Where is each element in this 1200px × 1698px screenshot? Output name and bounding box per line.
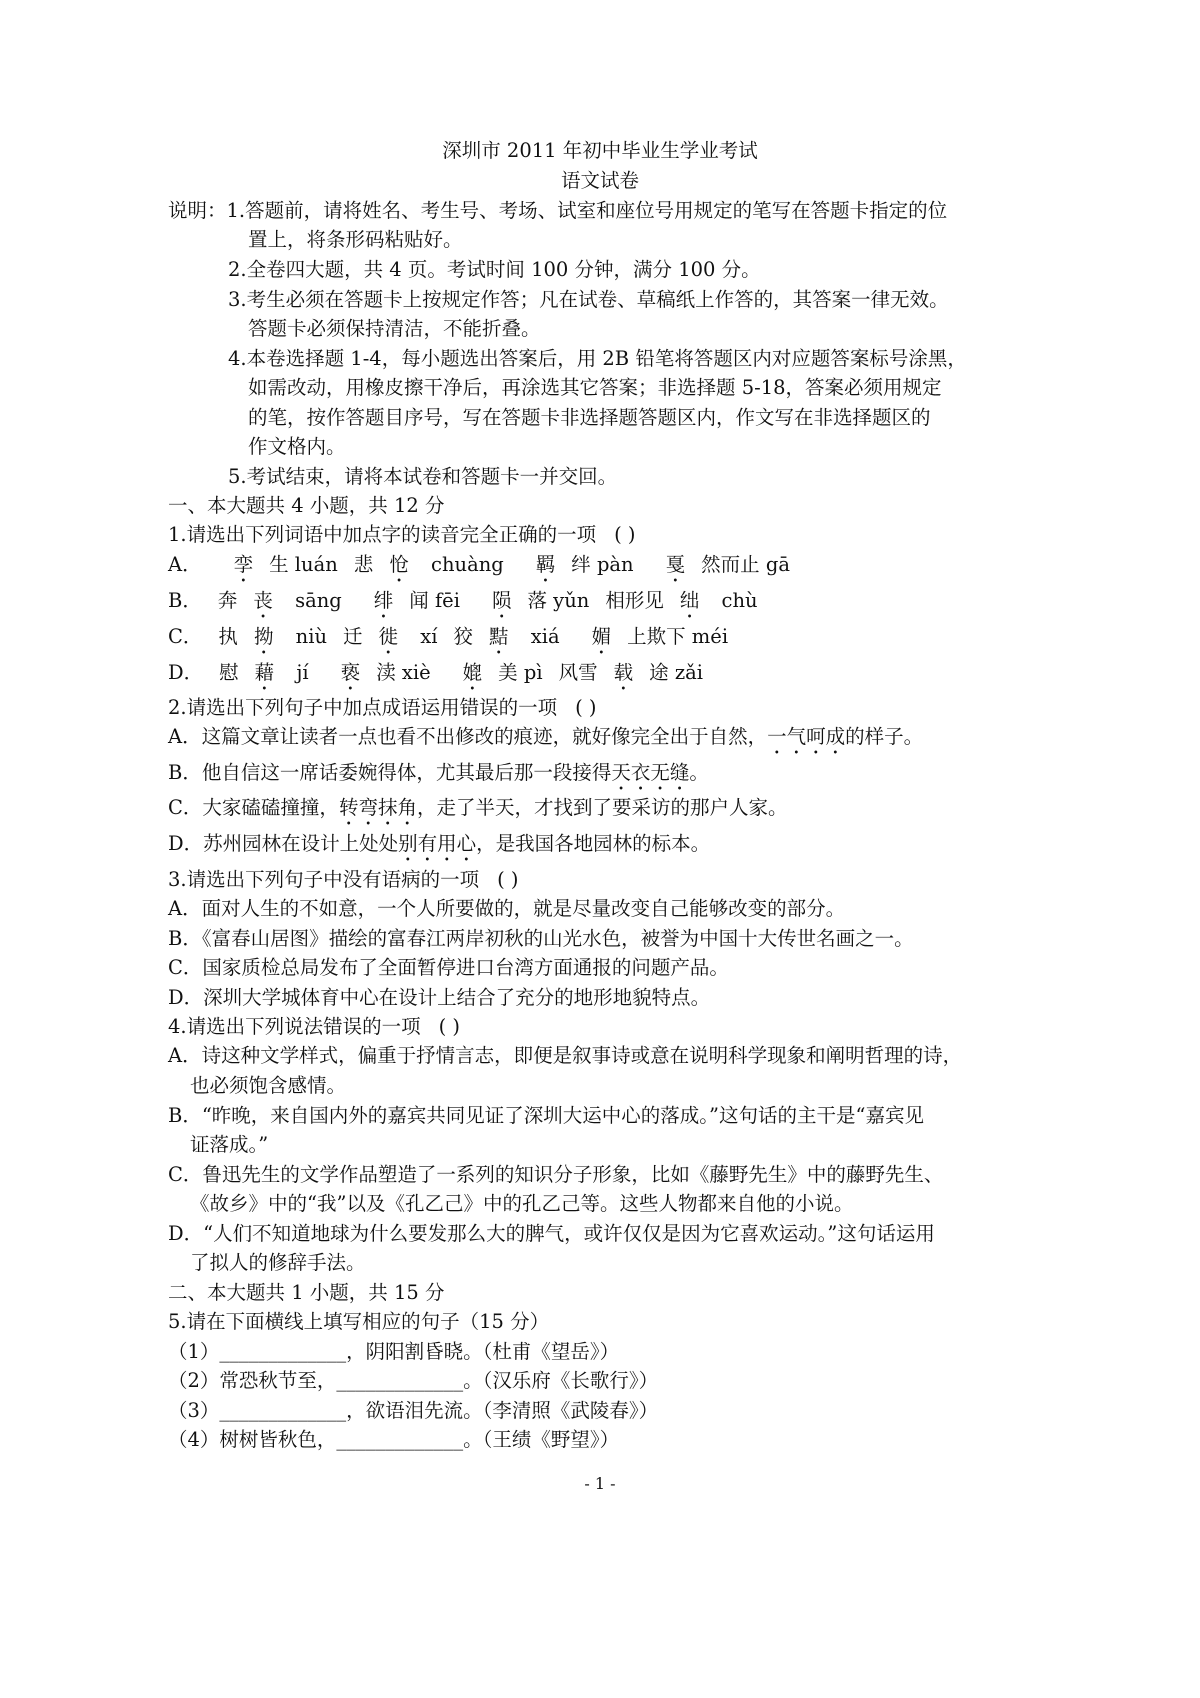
exam-subtitle: 语文试卷 [560,169,639,192]
q4-answer-paren: ( ) [438,1015,461,1038]
section-1-heading: 一、本大题共 4 小题，共 12 分 [168,494,445,517]
instruction-4b: 如需改动，用橡皮擦干净后，再涂选其它答案；非选择题 5-18，答案必须用规定 [248,376,942,399]
option-label: D． [168,661,204,684]
q5-blank-1[interactable]: （1）_____________，阴阳割昏晓。（杜甫《望岳》） [168,1340,620,1363]
q3-stem [168,868,519,892]
q1-b-word-1: 奔 丧 sāng [217,589,342,612]
q3-option-c: C．国家质检总局发布了全面暂停进口台湾方面通报的问题产品。 [168,956,729,979]
instruction-4d: 作文格内。 [248,435,346,458]
q3-stem-text: 3.请选出下列句子中没有语病的一项 [168,868,480,891]
q1-c-word-1: 执 拗 niù [218,625,328,648]
dotted-idiom: 别有用心 [398,832,477,855]
instructions-label: 说明： [168,199,227,222]
q4-option-a-line-1: A．诗这种文学样式，偏重于抒情言志，即便是叙事诗或意在说明科学现象和阐明哲理的诗， [168,1044,963,1067]
q4-stem [168,1015,460,1039]
instruction-4a: 4.本卷选择题 1-4，每小题选出答案后，用 2B 铅笔将答题区内对应题答案标号涂黑， [228,347,967,370]
q1-a-word-1: 孪 生 luán [233,553,338,576]
q4-stem-text: 4.请选出下列说法错误的一项 [168,1015,421,1038]
q3-option-a: A．面对人生的不如意，一个人所要做的，就是尽量改变自己能够改变的部分。 [168,897,846,920]
q3-option-b: B．《富春山居图》描绘的富春江两岸初秋的山光水色，被誉为中国十大传世名画之一。 [168,927,914,950]
q1-stem-text: 1.请选出下列词语中加点字的读音完全正确的一项 [168,523,597,546]
q1-b-word-3: 陨 落 yǔn [491,589,590,612]
instruction-2: 2.全卷四大题，共 4 页。考试时间 100 分钟，满分 100 分。 [228,258,761,281]
instructions-line-1 [168,199,947,223]
dotted-idiom: 转弯抹角 [338,796,417,819]
q4-option-c-line-1: C．鲁迅先生的文学作品塑造了一系列的知识分子形象，比如《藤野先生》中的藤野先生、 [168,1163,944,1186]
q1-d-word-3: 媲 美 pì [462,661,543,684]
q4-option-c-line-2: 《故乡》中的“我”以及《孔乙己》中的孔乙己等。这些人物都来自他的小说。 [190,1192,854,1215]
dotted-idiom: 一气呵成 [767,725,846,748]
q5-blank-4[interactable]: （4）树树皆秋色，_____________。（王绩《野望》） [168,1428,620,1451]
dotted-idiom: 天衣无缝 [611,761,690,784]
section-2-heading: 二、本大题共 1 小题，共 15 分 [168,1281,445,1304]
q1-option-c [168,625,728,659]
q1-a-word-3: 羁 绊 pàn [535,553,634,576]
instruction-5: 5.考试结束，请将本试卷和答题卡一并交回。 [228,465,618,488]
q1-c-word-2: 迁 徙 xí [343,625,438,648]
q2-answer-paren: ( ) [575,696,597,719]
q2-option-d: D．苏州园林在设计上处处别有用心，是我国各地园林的标本。 [168,832,711,855]
exam-title: 深圳市 2011 年初中毕业生学业考试 [442,139,758,162]
q1-c-word-4: 媚 上欺下 méi [591,625,729,648]
q1-a-word-4: 戛 然而止 gā [665,553,790,576]
instruction-3a: 3.考生必须在答题卡上按规定作答；凡在试卷、草稿纸上作答的，其答案一律无效。 [228,288,949,311]
q2-stem-text: 2.请选出下列句子中加点成语运用错误的一项 [168,696,558,719]
q2-option-c: C．大家磕磕撞撞，转弯抹角，走了半天，才找到了要采访的那户人家。 [168,796,788,819]
q5-blank-3[interactable]: （3）_____________，欲语泪先流。（李清照《武陵春》） [168,1399,659,1422]
q1-b-word-2: 绯 闻 fēi [373,589,460,612]
q5-stem: 5.请在下面横线上填写相应的句子（15 分） [168,1310,550,1333]
q4-option-b-line-1: B．“昨晚，来自国内外的嘉宾共同见证了深圳大运中心的落成。”这句话的主干是“嘉宾见 [168,1104,924,1127]
q1-d-word-1: 慰 藉 jí [219,661,309,684]
q1-option-a [168,553,790,587]
page-number: - 1 - [584,1474,616,1493]
instruction-1a: 1.答题前，请将姓名、考生号、考场、试室和座位号用规定的笔写在答题卡指定的位 [226,199,948,222]
q2-option-b: B．他自信这一席话委婉得体，尤其最后那一段接得天衣无缝。 [168,761,709,784]
q1-stem [168,523,636,547]
q4-option-b-line-2: 证落成。” [190,1133,269,1156]
q4-option-d-line-1: D．“人们不知道地球为什么要发那么大的脾气，或许仅仅是因为它喜欢运动。”这句话运用 [168,1222,935,1245]
q5-blank-2[interactable]: （2）常恐秋节至，_____________。（汉乐府《长歌行》） [168,1369,659,1392]
q1-option-d [168,661,703,695]
q2-stem [168,696,597,720]
q3-answer-paren: ( ) [497,868,519,891]
q1-d-word-2: 亵 渎 xiè [340,661,431,684]
instruction-4c: 的笔，按作答题目序号，写在答题卡非选择题答题区内，作文写在非选择题区的 [248,406,931,429]
q4-option-d-line-2: 了拟人的修辞手法。 [190,1251,366,1274]
q1-option-b [168,589,758,623]
q1-d-word-4: 风雪 载 途 zǎi [558,661,703,684]
q2-option-a: A．这篇文章让读者一点也看不出修改的痕迹，就好像完全出于自然，一气呵成的样子。 [168,725,924,748]
option-label: C． [168,625,203,648]
q4-option-a-line-2: 也必须饱含感情。 [190,1074,347,1097]
instruction-1b: 置上，将条形码粘贴好。 [248,228,463,251]
instruction-3b: 答题卡必须保持清洁，不能折叠。 [248,317,541,340]
option-label: B． [168,589,202,612]
q1-answer-paren: ( ) [614,523,636,546]
q1-b-word-4: 相形见 绌 chù [605,589,758,612]
option-label: A． [168,553,202,576]
q1-a-word-2: 悲 怆 chuàng [353,553,504,576]
q1-c-word-3: 狡 黠 xiá [453,625,560,648]
q3-option-d: D．深圳大学城体育中心在设计上结合了充分的地形地貌特点。 [168,986,711,1009]
